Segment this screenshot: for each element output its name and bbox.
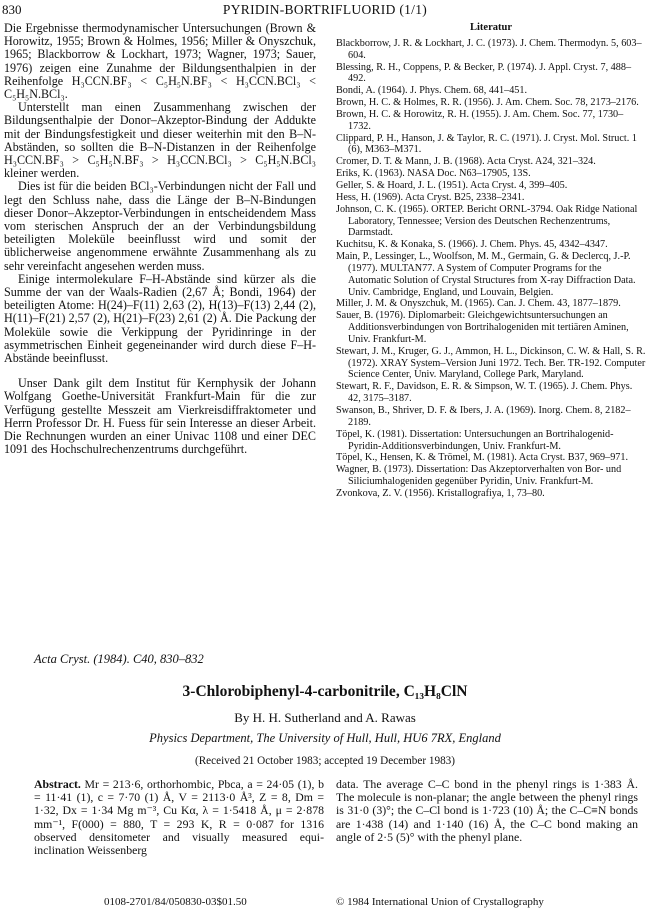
abstract-text: Mr = 213·6, orthorhombic, Pbca, a = 24·05 (1), b = 11·41 (1), c = 7·70 (1) Å, V = 2113·0 Å³, Z = 8, Dm = 1·32, Dx = 1·34 Mg m⁻³, Cu Kα, λ = 1·5418 Å, μ = 2·878 mm⁻¹, F(000) = 880, T = 293 K, R = 0·087 for 1316 observed densitometer and visually measured equi-inclination Weissenberg	[34, 777, 324, 858]
article-citation	[34, 652, 204, 667]
reference-item: Eriks, K. (1963). NASA Doc. N63–17905, 13S.	[336, 168, 531, 180]
reference-item: Zvonkova, Z. V. (1956). Kristallografiya, 1, 73–80.	[336, 487, 545, 499]
reference-item: Brown, H. C. & Horowitz, R. H. (1955). J. Am. Chem. Soc. 77, 1730–1732.	[336, 108, 624, 132]
reference-item: Cromer, D. T. & Mann, J. B. (1968). Acta Cryst. A24, 321–324.	[336, 156, 596, 168]
reference-item: Johnson, C. K. (1965). ORTEP. Bericht ORNL-3794. Oak Ridge National Laboratory, Tennessee; Version des Deutschen Rechenzentrums, Darmstadt.	[336, 203, 638, 239]
running-title: PYRIDIN-BORTRIFLUORID (1/1)	[222, 2, 428, 17]
reference-item: Sauer, B. (1976). Diplomarbeit: Gleichgewichtsuntersuchungen an Additionsverbindungen von Bortrihalogeniden mit tertiären Aminen, Univ. Frankfurt-M.	[336, 310, 629, 345]
reference-item: Blackborrow, J. R. & Lockhart, J. C. (1973). J. Chem. Thermodyn. 5, 603–604.	[336, 37, 642, 61]
reference-item: Kuchitsu, K. & Konaka, S. (1966). J. Chem. Phys. 45, 4342–4347.	[336, 239, 608, 251]
abstract-right: data. The average C–C bond in the phenyl rings is 1·383 Å. The molecule is non-planar; the angle between the phenyl rings is 31·0 (3)°; the C–Cl bond is 1·723 (10) Å; the C–C≡N bonds are 1·438 (14) and 1·140 (16) Å, the C–C bond making an angle of 2·5 (5)° with the phenyl plane.	[336, 777, 638, 844]
article-affiliation: Physics Department, The University of Hull, Hull, HU6 7RX, England	[149, 731, 501, 745]
acknowledgement-paragraph: Unser Dank gilt dem Institut für Kernphysik der Johann Wolfgang Goethe-Universität Frankfurt-Main für die zur Verfügung gestellte Messzeit am Vierkreisdiffraktometer und Herrn Professor Dr. H. Fuess für sein Interesse an dieser Arbeit. Die Rechnungen wurden an einer Univac 1108 und einer DEC 1091 des Hochschulrechenzentrums durchgeführt.	[4, 376, 316, 457]
reference-item: Main, P., Lessinger, L., Woolfson, M. M., Germain, G. & Declercq, J.-P. (1977). MULTAN77. A System of Computer Programs for the Automatic Solution of Crystal Structures from X-ray Diffraction Data. Univ. Cambridge, England, und Louvain, Belgien.	[336, 251, 636, 298]
reference-item: Hess, H. (1969). Acta Cryst. B25, 2338–2341.	[336, 191, 525, 203]
reference-item: Bondi, A. (1964). J. Phys. Chem. 68, 441–451.	[336, 85, 528, 97]
reference-item: Clippard, P. H., Hanson, J. & Taylor, R. C. (1971). J. Cryst. Mol. Struct. 1 (6), M363–M371.	[336, 132, 637, 156]
paragraph: Die Ergebnisse thermodynamischer Untersuchungen (Brown & Horowitz, 1955; Brown & Holmes, 1956; Miller & Onyszchuk, 1965; Blackborrow & Lockhart, 1973; Wagner, 1973; Sauer, 1976) zeigen eine Zunahme der Bildungsenthalpien in der Reihenfolge H₃CCN.BF₃ < C₅H₅N.BF₃ < H₃CCN.BCl₃ < C₅H₅N.BCl₃.	[4, 21, 316, 102]
literature-section	[336, 22, 646, 500]
paragraph: Unterstellt man einen Zusammenhang zwischen der Bildungsenthalpie der Donor–Akzeptor-Bindung der Addukte mit der Bindungsfestigkeit und dieser weiterhin mit den B–N-Abständen, so sollten die B–N-Distanzen in der Reihenfolge H₃CCN.BF₃ > C₅H₅N.BF₃ > H₃CCN.BCl₃ > C₅H₅N.BCl₃ kleiner werden.	[4, 100, 316, 181]
paragraph: Einige intermolekulare F–H-Abstände sind kürzer als die Summe der van der Waals-Radien (2,67 Å; Bondi, 1964) der beteiligten Atome: H(24)–F(11) 2,63 (2), H(13)–F(13) 2,44 (2), H(11)–F(21) 2,57 (2), H(21)–F(23) 2,61 (2) Å. Die Packung der Moleküle sowie die Verkippung der Pyridinringe in der asymmetrischen Einheit gegeneinander wird durch diese F–H-Abstände beeinflusst.	[4, 271, 316, 366]
reference-item: Swanson, B., Shriver, D. F. & Ibers, J. A. (1969). Inorg. Chem. 8, 2182–2189.	[336, 405, 631, 428]
page-number: 830	[2, 2, 22, 17]
reference-item: Miller, J. M. & Onyszchuk, M. (1965). Can. J. Chem. 43, 1877–1879.	[336, 298, 621, 310]
reference-list	[336, 38, 646, 500]
reference-item: Wagner, B. (1973). Dissertation: Das Akzeptorverhalten von Bor- und Siliciumhalogeniden gegenüber Pyridin, Univ. Frankfurt-M.	[336, 464, 622, 488]
reference-item: Stewart, J. M., Kruger, G. J., Ammon, H. L., Dickinson, C. W. & Hall, S. R. (1972). XRAY System–Version Juni 1972. Tech. Ber. TR-192. Computer Science Center, Univ. Maryland, College Park, Maryland.	[336, 345, 646, 381]
reference-item: Blessing, R. H., Coppens, P. & Becker, P. (1974). J. Appl. Cryst. 7, 488–492.	[336, 61, 632, 85]
footer-code: 0108-2701/84/050830-03$01.50	[104, 896, 247, 908]
paragraph: Dies ist für die beiden BCl₃-Verbindungen nicht der Fall und legt den Schluss nahe, dass die Länge der B–N-Bindungen dieser Donor–Akzeptor-Verbindungen in entscheidendem Mass vom sterischen Anspruch der an der Verbindungsbildung beteiligten Moleküle beeinflusst wird und somit der üblicherweise angenommene erwähnte Zusammenhang als zu sehr vereinfacht angesehen werden muss.	[4, 179, 316, 273]
article-title: 3-Chlorobiphenyl-4-carbonitrile, C₁₃H₈ClN	[182, 683, 468, 700]
citation-text: Acta Cryst. (1984). C40, 830–832	[34, 652, 204, 666]
reference-item: Brown, H. C. & Holmes, R. R. (1956). J. Am. Chem. Soc. 78, 2173–2176.	[336, 97, 639, 109]
reference-item: Töpel, K. (1981). Dissertation: Untersuchungen an Bortrihalogenid-Pyridin-Additionsverbindungen, Univ. Frankfurt-M.	[336, 428, 614, 452]
literature-heading: Literatur	[470, 22, 512, 33]
abstract-label: Abstract.	[34, 777, 81, 791]
reference-item: Stewart, R. F., Davidson, E. R. & Simpson, W. T. (1965). J. Chem. Phys. 42, 3175–3187.	[336, 381, 633, 405]
left-column	[4, 22, 316, 457]
article-authors: By H. H. Sutherland and A. Rawas	[234, 710, 416, 725]
received-dates: (Received 21 October 1983; accepted 19 December 1983)	[194, 755, 455, 767]
reference-item: Töpel, K., Hensen, K. & Trömel, M. (1981). Acta Cryst. B37, 969–971.	[336, 452, 629, 464]
reference-item: Geller, S. & Hoard, J. L. (1951). Acta Cryst. 4, 399–405.	[336, 179, 568, 191]
abstract-left	[34, 778, 324, 857]
footer-copyright: © 1984 International Union of Crystallography	[336, 896, 544, 908]
